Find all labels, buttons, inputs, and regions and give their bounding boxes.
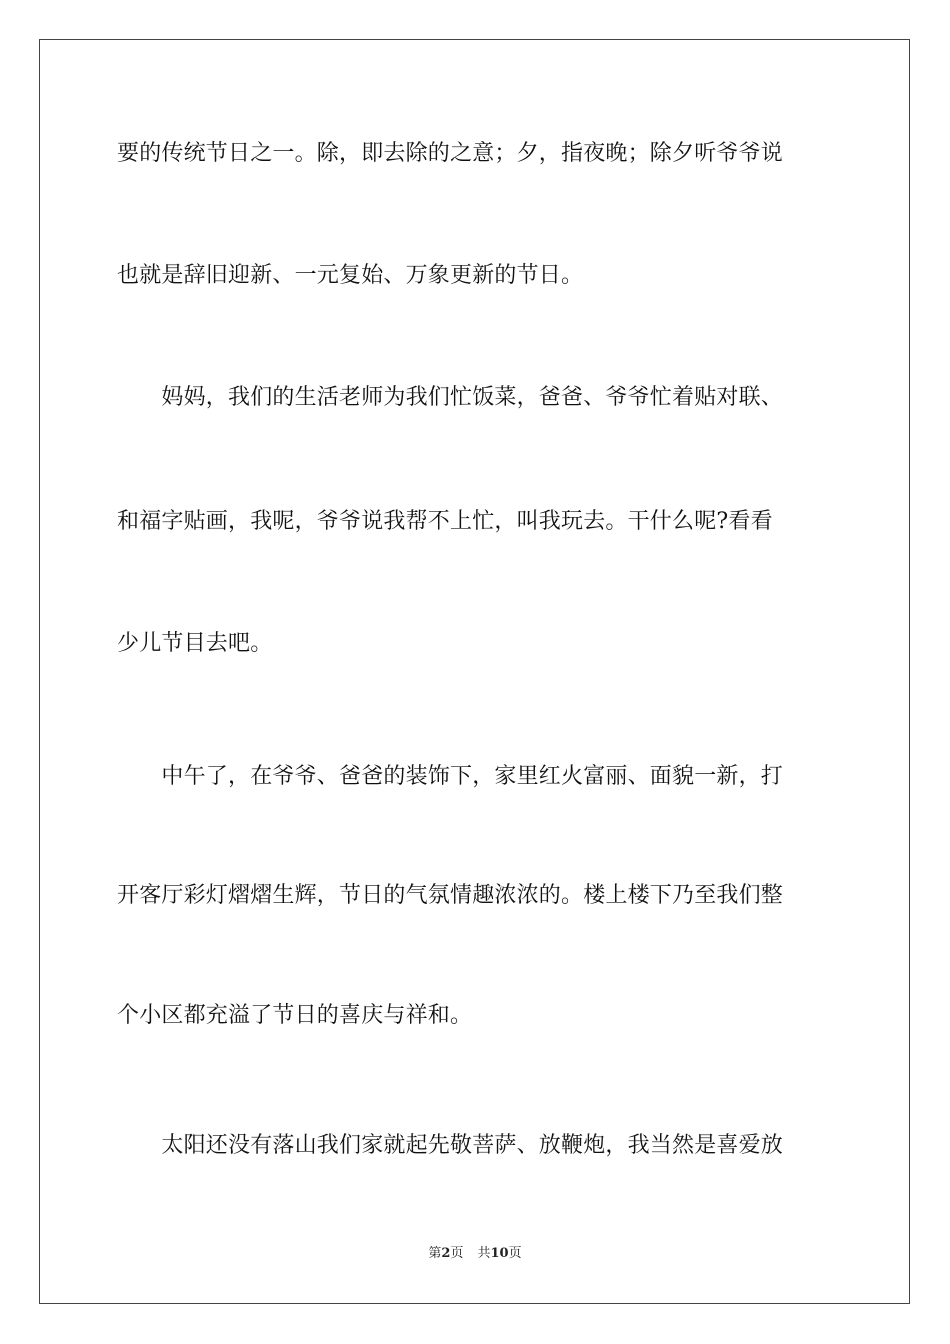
page-number-current: 2 xyxy=(441,1246,451,1261)
page-border xyxy=(39,39,910,1304)
text-line-7: 开客厅彩灯熠熠生辉，节日的气氛情趣浓浓的。楼上楼下乃至我们整 xyxy=(117,883,784,908)
text-line-4: 和福字贴画，我呢，爷爷说我帮不上忙，叫我玩去。干什么呢?看看 xyxy=(117,509,773,534)
text-line-5: 少儿节目去吧。 xyxy=(117,631,273,656)
page-number-total: 10 xyxy=(490,1246,509,1261)
text-line-3: 妈妈，我们的生活老师为我们忙饭菜，爸爸、爷爷忙着贴对联、 xyxy=(117,385,784,410)
total-prefix: 共 xyxy=(477,1246,491,1261)
page-footer xyxy=(0,1245,950,1263)
text-line-8: 个小区都充溢了节日的喜庆与祥和。 xyxy=(117,1003,473,1028)
text-line-6: 中午了，在爷爷、爸爸的装饰下，家里红火富丽、面貌一新，打 xyxy=(117,764,784,789)
page-prefix: 第 xyxy=(428,1246,442,1261)
page-suffix: 页 xyxy=(450,1246,464,1261)
text-line-2: 也就是辞旧迎新、一元复始、万象更新的节日。 xyxy=(117,263,584,288)
text-line-1: 要的传统节日之一。除，即去除的之意；夕，指夜晚；除夕听爷爷说 xyxy=(117,141,784,166)
text-line-9: 太阳还没有落山我们家就起先敬菩萨、放鞭炮，我当然是喜爱放 xyxy=(117,1133,784,1158)
total-suffix: 页 xyxy=(508,1246,522,1261)
